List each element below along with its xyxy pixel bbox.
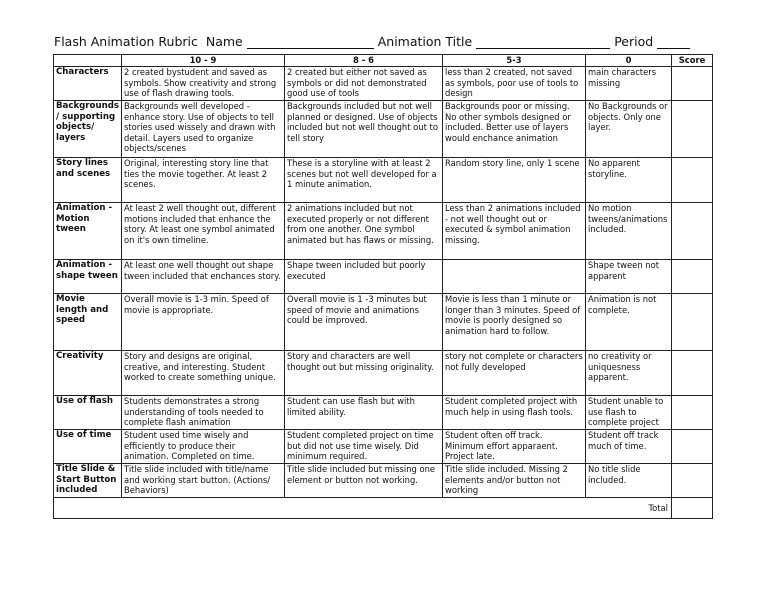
level-10-9-cell: Title slide included with title/name and working start button. (Actions/ Behaviors) [122, 464, 285, 498]
table-row [54, 396, 713, 430]
level-0-cell: Student off track much of time. [586, 430, 672, 464]
rubric-title: Flash Animation Rubric [54, 34, 198, 49]
criterion-cell: Backgrounds/ supporting objects/ layers [54, 101, 122, 158]
criterion-cell: Animation - Motion tween [54, 203, 122, 260]
level-0-cell: Shape tween not apparent [586, 260, 672, 294]
level-8-6-cell: Shape tween included but poorly executed [285, 260, 443, 294]
score-cell[interactable] [672, 260, 713, 294]
level-10-9-cell: 2 created bystudent and saved as symbols. Show creativity and strong use of flash drawing tools. [122, 67, 285, 101]
level-10-9-cell: At least 2 well thought out, different motions included that enhance the story. At least one symbol animated on it's own timeline. [122, 203, 285, 260]
level-10-9-cell: At least one well thought out shape tween included that enchances story. [122, 260, 285, 294]
table-row [54, 430, 713, 464]
level-0-cell: Student unable to use flash to complete project [586, 396, 672, 430]
criterion-cell: Animation - shape tween [54, 260, 122, 294]
level-5-3-cell: Less than 2 animations included - not well thought out or executed & symbol animation missing. [443, 203, 586, 260]
score-cell[interactable] [672, 101, 713, 158]
level-8-6-cell: Student can use flash but with limited ability. [285, 396, 443, 430]
level-0-cell: no creativity or uniquesness apparent. [586, 351, 672, 396]
table-row [54, 464, 713, 498]
table-header-row [54, 55, 713, 67]
score-cell[interactable] [672, 396, 713, 430]
criterion-cell: Creativity [54, 351, 122, 396]
level-5-3-cell: Student completed project with much help in using flash tools. [443, 396, 586, 430]
table-row [54, 158, 713, 203]
level-8-6-cell: Student completed project on time but did not use time wisely. Did minimum required. [285, 430, 443, 464]
criterion-cell: Title Slide & Start Button included [54, 464, 122, 498]
level-10-9-cell: Story and designs are original, creative, and interesting. Student worked to create something unique. [122, 351, 285, 396]
level-5-3-cell: Title slide included. Missing 2 elements and/or button not working [443, 464, 586, 498]
score-cell[interactable] [672, 294, 713, 351]
level-5-3-cell: Student often off track. Minimum effort apparaent. Project late. [443, 430, 586, 464]
score-cell[interactable] [672, 430, 713, 464]
level-8-6-cell: 2 animations included but not executed properly or not different from one another. One symbol animated but has flaws or missing. [285, 203, 443, 260]
level-0-cell: main characters missing [586, 67, 672, 101]
rubric-table [53, 54, 713, 519]
name-label: Name [205, 34, 243, 49]
column-header: 5-3 [443, 55, 586, 67]
level-10-9-cell: Students demonstrates a strong understanding of tools needed to complete flash animation [122, 396, 285, 430]
level-5-3-cell: less than 2 created, not saved as symbols, poor use of tools to design [443, 67, 586, 101]
criterion-cell: Use of flash [54, 396, 122, 430]
criterion-cell: Movie length and speed [54, 294, 122, 351]
level-5-3-cell [443, 260, 586, 294]
table-row [54, 294, 713, 351]
animation-title-label: Animation Title [377, 34, 473, 49]
period-label: Period [614, 34, 654, 49]
table-row [54, 67, 713, 101]
total-label: Total [54, 498, 672, 519]
score-cell[interactable] [672, 67, 713, 101]
score-cell[interactable] [672, 351, 713, 396]
score-cell[interactable] [672, 158, 713, 203]
column-header: 0 [586, 55, 672, 67]
total-row [54, 498, 713, 519]
level-5-3-cell: Backgrounds poor or missing. No other symbols designed or included. Better use of layers would enchance animation [443, 101, 586, 158]
score-cell[interactable] [672, 203, 713, 260]
level-10-9-cell: Backgrounds well developed - enhance story. Use of objects to tell stories used wissely and drawn with detail. Layers used to organize objects/scenes [122, 101, 285, 158]
column-header: 10 - 9 [122, 55, 285, 67]
level-5-3-cell: Random story line, only 1 scene [443, 158, 586, 203]
criterion-cell: Use of time [54, 430, 122, 464]
level-5-3-cell: Movie is less than 1 minute or longer than 3 minutes. Speed of movie is poorly designed so animation hard to follow. [443, 294, 586, 351]
table-row [54, 260, 713, 294]
level-8-6-cell: Backgrounds included but not well planned or designed. Use of objects included but not well thought out to tell story [285, 101, 443, 158]
level-0-cell: No title slide included. [586, 464, 672, 498]
rubric-header [54, 34, 714, 52]
score-cell[interactable] [672, 464, 713, 498]
total-score-cell[interactable] [672, 498, 713, 519]
level-10-9-cell: Overall movie is 1-3 min. Speed of movie is appropriate. [122, 294, 285, 351]
level-10-9-cell: Original, interesting story line that ties the movie together. At least 2 scenes. [122, 158, 285, 203]
table-row [54, 101, 713, 158]
animation-title-blank[interactable] [476, 35, 610, 49]
column-header: 8 - 6 [285, 55, 443, 67]
period-blank[interactable] [657, 35, 690, 49]
level-0-cell: Animation is not complete. [586, 294, 672, 351]
level-0-cell: No apparent storyline. [586, 158, 672, 203]
name-blank[interactable] [247, 35, 374, 49]
table-row [54, 203, 713, 260]
level-8-6-cell: Title slide included but missing one element or button not working. [285, 464, 443, 498]
column-header: Score [672, 55, 713, 67]
column-header [54, 55, 122, 67]
level-8-6-cell: Story and characters are well thought out but missing originality. [285, 351, 443, 396]
criterion-cell: Characters [54, 67, 122, 101]
level-0-cell: No Backgrounds or objects. Only one layer. [586, 101, 672, 158]
level-8-6-cell: Overall movie is 1 -3 minutes but speed of movie and animations could be improved. [285, 294, 443, 351]
level-8-6-cell: 2 created but either not saved as symbols or did not demonstrated good use of tools [285, 67, 443, 101]
level-10-9-cell: Student used time wisely and efficiently to produce their animation. Completed on time. [122, 430, 285, 464]
criterion-cell: Story lines and scenes [54, 158, 122, 203]
level-0-cell: No motion tweens/animations included. [586, 203, 672, 260]
level-5-3-cell: story not complete or characters not fully developed [443, 351, 586, 396]
level-8-6-cell: These is a storyline with at least 2 scenes but not well developed for a 1 minute animation. [285, 158, 443, 203]
table-row [54, 351, 713, 396]
